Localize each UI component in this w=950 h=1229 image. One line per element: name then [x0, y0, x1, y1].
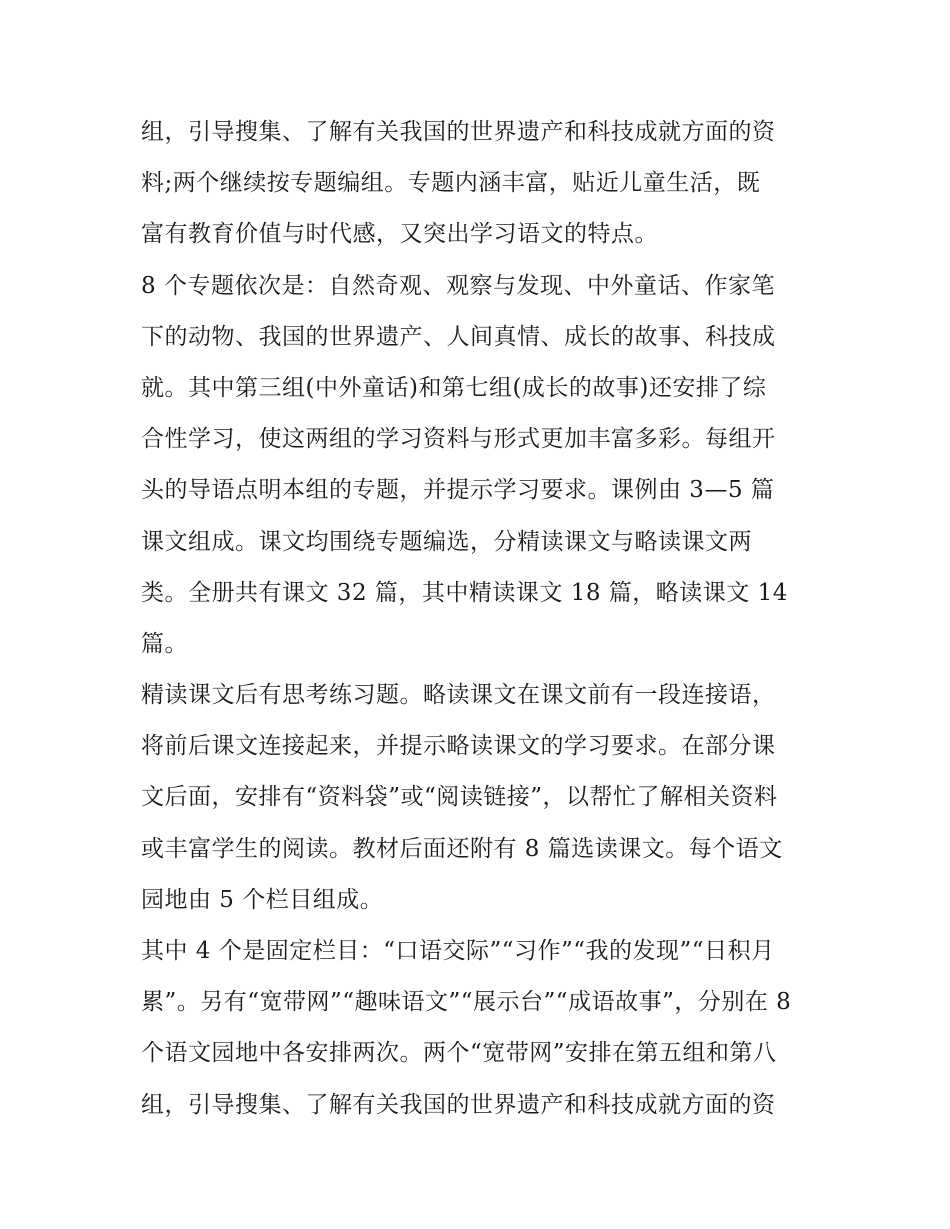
text-line: 组，引导搜集、了解有关我国的世界遗产和科技成就方面的资: [141, 1091, 776, 1118]
document-page: [141, 107, 821, 1131]
text-line: 累”。另有“宽带网”“趣味语文”“展示台”“成语故事”，分别在 8: [141, 989, 792, 1016]
text-line: 组，引导搜集、了解有关我国的世界遗产和科技成就方面的资: [141, 119, 776, 145]
text-line: 合性学习，使这两组的学习资料与形式更加丰富多彩。每组开: [141, 426, 776, 453]
text-line: 将前后课文连接起来，并提示略读课文的学习要求。在部分课: [141, 733, 776, 760]
text-line: 头的导语点明本组的专题，并提示学习要求。课例由 3—5 篇: [141, 477, 775, 504]
text-line: 精读课文后有思考练习题。略读课文在课文前有一段连接语，: [141, 682, 776, 709]
text-line: 富有教育价值与时代感，又突出学习语文的特点。: [141, 221, 658, 248]
text-line: 园地由 5 个栏目组成。: [141, 886, 384, 913]
text-line: 篇。: [141, 630, 188, 657]
text-line: 其中 4 个是固定栏目：“口语交际”“习作”“我的发现”“日积月: [141, 938, 775, 964]
text-line: 个语文园地中各安排两次。两个“宽带网”安排在第五组和第八: [141, 1040, 777, 1067]
text-line: 料;两个继续按专题编组。专题内涵丰富，贴近儿童生活，既: [141, 170, 761, 197]
text-line: 或丰富学生的阅读。教材后面还附有 8 篇选读课文。每个语文: [141, 835, 783, 862]
text-line: 类。全册共有课文 32 篇，其中精读课文 18 篇，略读课文 14: [141, 579, 788, 606]
text-line: 下的动物、我国的世界遗产、人间真情、成长的故事、科技成: [141, 323, 776, 350]
text-line: 就。其中第三组(中外童话)和第七组(成长的故事)还安排了综: [141, 374, 767, 401]
text-line: 8 个专题依次是：自然奇观、观察与发现、中外童话、作家笔: [141, 272, 775, 299]
text-line: 课文组成。课文均围绕专题编选，分精读课文与略读课文两: [141, 528, 752, 555]
text-line: 文后面，安排有“资料袋”或“阅读链接”，以帮忙了解相关资料: [141, 784, 778, 811]
